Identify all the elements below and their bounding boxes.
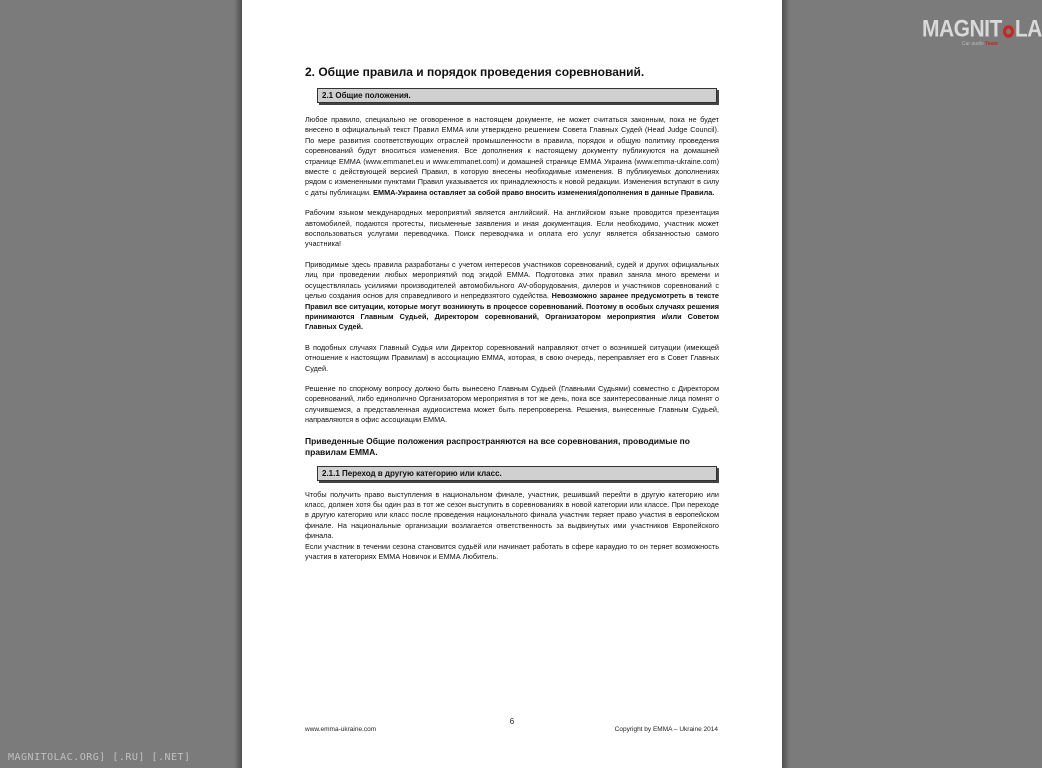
page-content xyxy=(305,64,719,572)
logo-subtitle-right: Team xyxy=(985,41,998,47)
page-shadow-right xyxy=(782,0,790,768)
page-number: 6 xyxy=(509,717,515,726)
logo-text-right: LA xyxy=(1014,16,1042,43)
logo-text-left: MAGNIT xyxy=(922,16,1002,43)
bold-summary: Приведенные Общие положения распространяются на все соревнования, проводимые по правилам ЕММА. xyxy=(305,435,690,457)
footer-website: www.emma-ukraine.com xyxy=(305,726,377,733)
logo-text xyxy=(922,16,1042,44)
paragraph-1-bold: ЕММА-Украина оставляет за собой право вносить изменения/дополнения в данные Правила. xyxy=(373,187,715,197)
paragraph-1-text: Любое правило, специально не оговоренное в настоящем документе, не может считаться законным, пока не будет внесено в официальный текст Правил ЕММА или утверждено решением Совета Главных Судей (Head Judge Council). По мере развития соответствующих отраслей промышленности в правила, порядок и общую политику проведения соревнований будут вноситься изменения. Все дополнения к настоящему документу публикуются на домашней странице ЕММА (www.emmanet.eu и www.emmanet.com) и домашней странице ЕММА Украина (www.emma-ukraine.com) вместе с действующей версией Правил, в которую внесены необходимые изменения. В публикуемых дополнениях рядом с измененными пунктами Правил указывается их принадлежность к новой редакции. Изменения вступают в силу с даты публикации. xyxy=(305,115,719,197)
logo-subtitle xyxy=(962,41,998,47)
paragraph-5: Решение по спорному вопросу должно быть вынесено Главным Судьей (Главными Судьями) совместно с Директором соревнований, либо единолично Организатором мероприятия в тот же день, пока все заинтересованные лица помнят о случившемся, а представленная аудиосистема может быть перепроверена. Решения, вынесенные Главным Судьей, направляются в офис ассоциации ЕММА. xyxy=(305,383,719,425)
document-page xyxy=(242,0,782,768)
section-header-2-1-1: 2.1.1 Переход в другую категорию или класс. xyxy=(317,466,717,481)
paragraph-3 xyxy=(305,260,719,333)
site-watermark: MAGNITOLAC.ORG] [.RU] [.NET] xyxy=(8,752,191,763)
chapter-heading: 2. Общие правила и порядок проведения соревнований. xyxy=(305,65,645,79)
paragraph-6: Чтобы получить право выступления в национальном финале, участник, решивший перейти в другую категорию или класс, должен хотя бы один раз в тот же сезон выступить в соревнованиях в новой категории или классе. При переходе в другую категорию или класс после проведения национального финала участник теряет право участия в европейском финале. На национальные организации возлагается ответственность за выдвинутых ими участников Европейского финала. xyxy=(305,489,719,541)
paragraph-1 xyxy=(305,115,719,198)
logo-ring-icon xyxy=(1003,25,1014,38)
footer-copyright: Copyright by EMMA – Ukraine 2014 xyxy=(614,726,718,733)
logo-subtitle-left: Car audio xyxy=(962,41,984,47)
paragraph-4: В подобных случаях Главный Судья или Директор соревнований направляют отчет о возникшей ситуации (имеющей отношение к настоящим Правилам) в ассоциацию ЕММА, которая, в свою очередь, переправляет его в Совет Главных Судей. xyxy=(305,342,719,373)
page-shadow-left xyxy=(234,0,242,768)
paragraph-7: Если участник в течении сезона становится судьёй или начинает работать в сфере караудио то он теряет возможность участия в категориях ЕММА Новичок и ЕММА Любитель. xyxy=(305,541,719,561)
paragraph-3-bold: Невозможно заранее предусмотреть в тексте Правил все ситуации, которые могут возникнуть в процессе соревнований. Поэтому в особых случаях решения принимаются Главным Судьей, Директором соревнований, Организатором мероприятия и/или Советом Главных Судей. xyxy=(305,291,719,332)
section-header-2-1: 2.1 Общие положения. xyxy=(317,88,717,103)
paragraph-2: Рабочим языком международных мероприятий является английский. На английском языке проводится презентация автомобилей, подаются протесты, письменные заявления и иная документация. Если необходимо, участник может воспользоваться услугами переводчика. Поиск переводчика и оплата его услуг является обязанностью самого участника! xyxy=(305,208,719,249)
paragraph-3-text: Приводимые здесь правила разработаны с учетом интересов участников соревнований, судей и других официальных лиц при проведении любых мероприятий под эгидой ЕММА. Подготовка этих правил заняла много времени и осуществлялась усилиями производителей автомобильного AV-оборудования, дилеров и участников соревнований с целью создания основ для справедливого и непредвзятого судейства. xyxy=(305,259,719,301)
magnitola-logo xyxy=(922,16,1042,52)
